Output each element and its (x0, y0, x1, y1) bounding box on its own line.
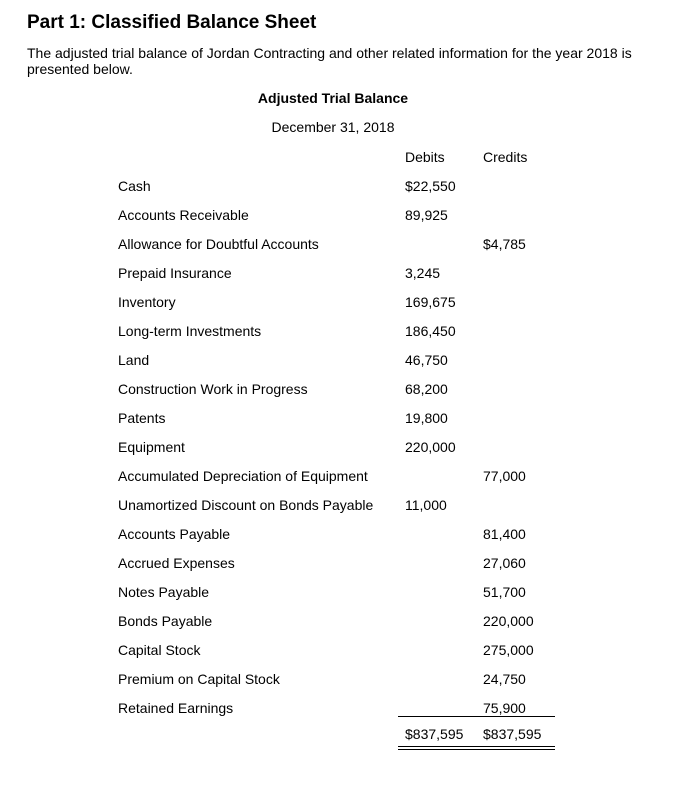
account-name: Bonds Payable (118, 613, 213, 629)
debit-value: 3,245 (405, 265, 441, 281)
total-rule (398, 716, 555, 717)
account-name: Allowance for Doubtful Accounts (118, 236, 319, 252)
account-name: Unamortized Discount on Bonds Payable (118, 497, 374, 513)
table-row (118, 410, 578, 439)
account-name: Cash (118, 178, 151, 194)
account-name: Land (118, 352, 150, 368)
account-name: Inventory (118, 294, 176, 310)
credit-value: 77,000 (483, 468, 526, 484)
debit-value: 186,450 (405, 323, 456, 339)
account-name: Accounts Receivable (118, 207, 249, 223)
table-row (118, 671, 578, 700)
account-name: Long-term Investments (118, 323, 262, 339)
credit-value: 24,750 (483, 671, 526, 687)
debit-value: 11,000 (405, 497, 447, 513)
account-name: Accounts Payable (118, 526, 231, 542)
intro-text: The adjusted trial balance of Jordan Contracting and other related information for the year 2018 is presented below. (27, 45, 632, 77)
table-row (118, 613, 578, 642)
account-name: Retained Earnings (118, 700, 234, 716)
table-row (118, 642, 578, 671)
table-row (118, 381, 578, 410)
account-name: Construction Work in Progress (118, 381, 308, 397)
table-title: Adjusted Trial Balance (257, 90, 409, 106)
debit-value: 19,800 (405, 410, 448, 426)
table-row (118, 323, 578, 352)
debits-header: Debits (405, 149, 445, 165)
table-row (118, 178, 578, 207)
table-row (118, 352, 578, 381)
table-row (118, 294, 578, 323)
debit-value: 220,000 (405, 439, 456, 455)
credit-value: $4,785 (483, 236, 526, 252)
debit-value: 89,925 (405, 207, 448, 223)
double-rule (398, 746, 555, 750)
table-row (118, 468, 578, 497)
account-name: Accrued Expenses (118, 555, 235, 571)
table-row (118, 526, 578, 555)
account-name: Prepaid Insurance (118, 265, 232, 281)
table-row (118, 584, 578, 613)
table-row (118, 555, 578, 584)
credit-value: 220,000 (483, 613, 534, 629)
table-row (118, 497, 578, 526)
table-row (118, 207, 578, 236)
table-date: December 31, 2018 (271, 119, 395, 135)
credits-header: Credits (483, 149, 528, 165)
table-row (118, 700, 578, 729)
account-name: Premium on Capital Stock (118, 671, 280, 687)
account-name: Notes Payable (118, 584, 210, 600)
total-debits: $837,595 (405, 726, 464, 742)
account-name: Capital Stock (118, 642, 201, 658)
account-name: Accumulated Depreciation of Equipment (118, 468, 368, 484)
table-row (118, 265, 578, 294)
debit-value: 68,200 (405, 381, 448, 397)
table-row (118, 439, 578, 468)
credit-value: 81,400 (483, 526, 526, 542)
credit-value: 27,060 (483, 555, 526, 571)
debit-value: $22,550 (405, 178, 456, 194)
credit-value: 275,000 (483, 642, 534, 658)
credit-value: 51,700 (483, 584, 526, 600)
page-title: Part 1: Classified Balance Sheet (27, 12, 317, 33)
account-name: Equipment (118, 439, 185, 455)
credit-value: 75,900 (483, 700, 526, 716)
debit-value: 46,750 (405, 352, 448, 368)
account-name: Patents (118, 410, 166, 426)
debit-value: 169,675 (405, 294, 456, 310)
total-credits: $837,595 (483, 726, 542, 742)
table-row (118, 236, 578, 265)
